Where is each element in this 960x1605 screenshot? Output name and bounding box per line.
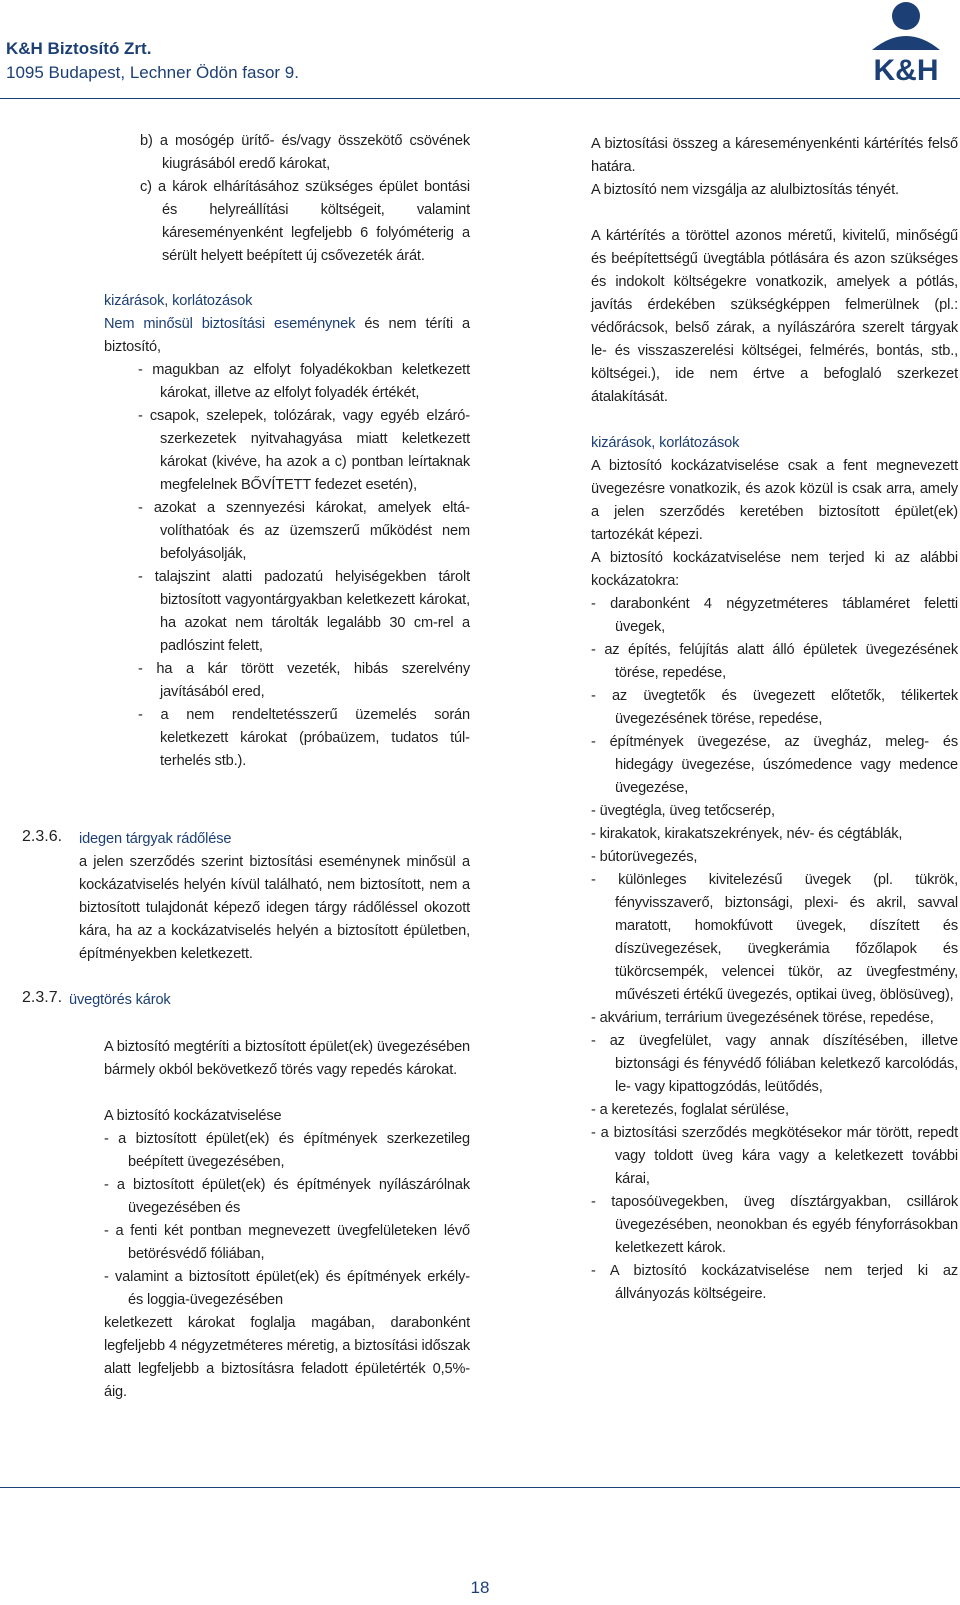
section-lead: A biztosító kockázatviselése <box>104 1108 282 1124</box>
exclusion-item: - magukban az elfolyt folyadékokban keletkezett károkat, illetve az elfolyt folyadék értékét, <box>138 362 470 401</box>
exclusion-item: - kirakatok, kirakatszekrények, név- és cégtáblák, <box>591 826 903 842</box>
section-number: 2.3.7. <box>22 989 63 1006</box>
right-para: A kártérítés a töröttel azonos méretű, kivitelű, minőségű és beépítettségű üvegtábla pótlására és azon szükséges és indokolt költségekre vonatkozik, amelyek a pótlás, javítás érdekében szükségképpen felmerülnek (pl.: védőrácsok, belső zárak, a nyílászáróra szerelt tárgyak le- és visszaszerelési költségei, felmérés, bontás, stb., költségei.), ide nem értve a befoglaló szerkezet átalakítását. <box>591 228 958 405</box>
footer-rule <box>0 1487 960 1488</box>
coverage-item: - a fenti két pontban megnevezett üvegfelületeken lévő betörésvédő fóliában, <box>104 1223 470 1262</box>
company-address: 1095 Budapest, Lechner Ödön fasor 9. <box>6 63 299 82</box>
exclusion-item: - talajszint alatti padozatú helyiségekben tárolt biztosított vagyontárgyakban keletkezett károkat, ha azokat nem tárolták legalább 30 cm-rel a padlószint felett, <box>138 569 470 654</box>
exclusion-item: - a keretezés, foglalat sérülése, <box>591 1102 789 1118</box>
logo-text: K&H <box>873 54 939 84</box>
page-number: 18 <box>470 1578 490 1597</box>
exclusion-item: - a nem rendeltetésszerű üzemelés során keletkezett károkat (próbaüzem, tudatos túlterhelés stb.). <box>138 707 470 769</box>
section-body: a jelen szerződés szerint biztosítási eseménynek minősül a kockázatviselés helyén kívül található, nem biztosított, nem a biztosított tulajdonát képező idegen tárgy rádőléssel okozott kára, ha az a kockázatviselés helyén a biztosított épületben, építményekben keletkezett. <box>79 854 470 962</box>
intro-item: b) a mosógép ürítő- és/vagy összekötő csövének kiugrásából eredő károkat, <box>140 133 470 172</box>
header-rule <box>0 98 960 99</box>
exclusion-item: - csapok, szelepek, tolózárak, vagy egyéb elzáró-szerkezetek nyitvahagyása miatt keletkezett károkat (kivéve, ha azok a c) pontban leírtaknak megfelelnek BŐVÍTETT fedezet esetén), <box>138 408 470 493</box>
exclusion-item: - taposóüvegekben, üveg dísztárgyakban, csillárok üvegezésében, neonokban és egyéb fényforrásokban keletkezett károk. <box>591 1194 958 1256</box>
section-closing: keletkezett károkat foglalja magában, darabonként legfeljebb 4 négyzetméteres méretig, a biztosítási időszak alatt legfeljebb a biztosításra feladott épületérték 0,5%-áig. <box>104 1315 470 1400</box>
intro-item: c) a károk elhárításához szükséges épület bontási és helyreállítási költségeit, valamint káreseményenként legfeljebb 6 folyóméterig a sérült helyett beépített új csővezeték árát. <box>140 179 470 264</box>
logo-head <box>892 2 920 30</box>
section-number: 2.3.6. <box>22 828 63 845</box>
exclusion-item: - a biztosítási szerződés megkötésekor már törött, repedt vagy toldott üveg kára vagy a keletkezett további kárai, <box>591 1125 958 1187</box>
right-para: A biztosítási összeg a káreseményenkénti kártérítés felső határa. <box>591 136 958 175</box>
exclusion-item: - építmények üvegezése, az üvegház, meleg- és hidegágy üvegezése, úszómedence vagy medence üvegezése, <box>591 734 958 796</box>
exclusion-item: - üvegtégla, üveg tetőcserép, <box>591 803 775 819</box>
exclusion-item: - az üvegfelület, vagy annak díszítésében, illetve biztonsági és fényvédő fóliában keletkező karcolódás, le- vagy kipattogzódás, leütődés, <box>591 1033 958 1095</box>
coverage-item: - valamint a biztosított épület(ek) és építmények erkély- és loggia-üvegezésében <box>104 1269 470 1308</box>
left-exclusions <box>104 290 470 773</box>
exclusion-item: - az üvegtetők és üvegezett előtetők, télikertek üvegezésének törése, repedése, <box>591 688 958 727</box>
company-name: K&H Biztosító Zrt. <box>6 39 152 58</box>
exclusion-item: - ha a kár törött vezeték, hibás szerelvény javításából ered, <box>138 661 470 700</box>
exclusion-item: - azokat a szennyezési károkat, amelyek eltávolíthatóak és az üzemszerű működést nem befolyásolják, <box>138 500 470 562</box>
exclusions-heading: kizárások, korlátozások <box>591 435 740 451</box>
section-237 <box>104 1036 470 1404</box>
right-para: A biztosító kockázatviselése nem terjed ki az alábbi kockázatokra: <box>591 550 958 589</box>
exclusion-item: - különleges kivitelezésű üvegek (pl. tükrök, fényvisszaverő, biztonsági, plexi- és akril, savval maratott, homokfúvott üvegek, díszített és díszüvegezések, üvegkerámia főzőlapok és tükörcsempék, velencei tükör, az üvegfestmény, művészeti értékű üvegezés, optikai üveg, öblösüveg), <box>591 872 958 1003</box>
exclusions-lead <box>104 313 470 359</box>
exclusion-item: - darabonként 4 négyzetméteres táblaméret feletti üvegek, <box>591 596 958 635</box>
kh-logo <box>852 0 960 84</box>
coverage-item: - a biztosított épület(ek) és építmények szerkezetileg beépített üvegezésében, <box>104 1131 470 1170</box>
exclusion-item: - akvárium, terrárium üvegezésének törése, repedése, <box>591 1010 934 1026</box>
exclusion-item: - az építés, felújítás alatt álló épületek üvegezésének törése, repedése, <box>591 642 958 681</box>
section-para: A biztosító megtéríti a biztosított épület(ek) üvegezésében bármely okból bekövetkező törés vagy repedés károkat. <box>104 1039 470 1078</box>
exclusions-lead-emph: Nem minősül biztosítási eseménynek <box>104 316 356 332</box>
section-236 <box>79 828 470 966</box>
right-para: A biztosító kockázatviselése csak a fent megnevezett üvegezésre vonatkozik, és azok közül is csak arra, amely a jelen szerződés keretében biztosított épület(ek) tartozékát képezi. <box>591 458 958 543</box>
right-column <box>591 133 958 1306</box>
logo-shoulders <box>872 36 940 50</box>
right-para: A biztosító nem vizsgálja az alulbiztosítás tényét. <box>591 182 899 198</box>
exclusion-item: - bútorüvegezés, <box>591 849 698 865</box>
exclusion-item: - A biztosító kockázatviselése nem terjed ki az állványozás költségeire. <box>591 1263 958 1302</box>
exclusions-lead-rest: és nem téríti a biztosító, <box>104 316 471 355</box>
section-title: idegen tárgyak rádőlése <box>79 831 232 847</box>
exclusions-heading: kizárások, korlátozások <box>104 293 253 309</box>
section-title: üvegtörés károk <box>69 992 171 1008</box>
left-column <box>140 130 470 268</box>
coverage-item: - a biztosított épület(ek) és építmények nyílászárólnak üvegezésében és <box>104 1177 470 1216</box>
